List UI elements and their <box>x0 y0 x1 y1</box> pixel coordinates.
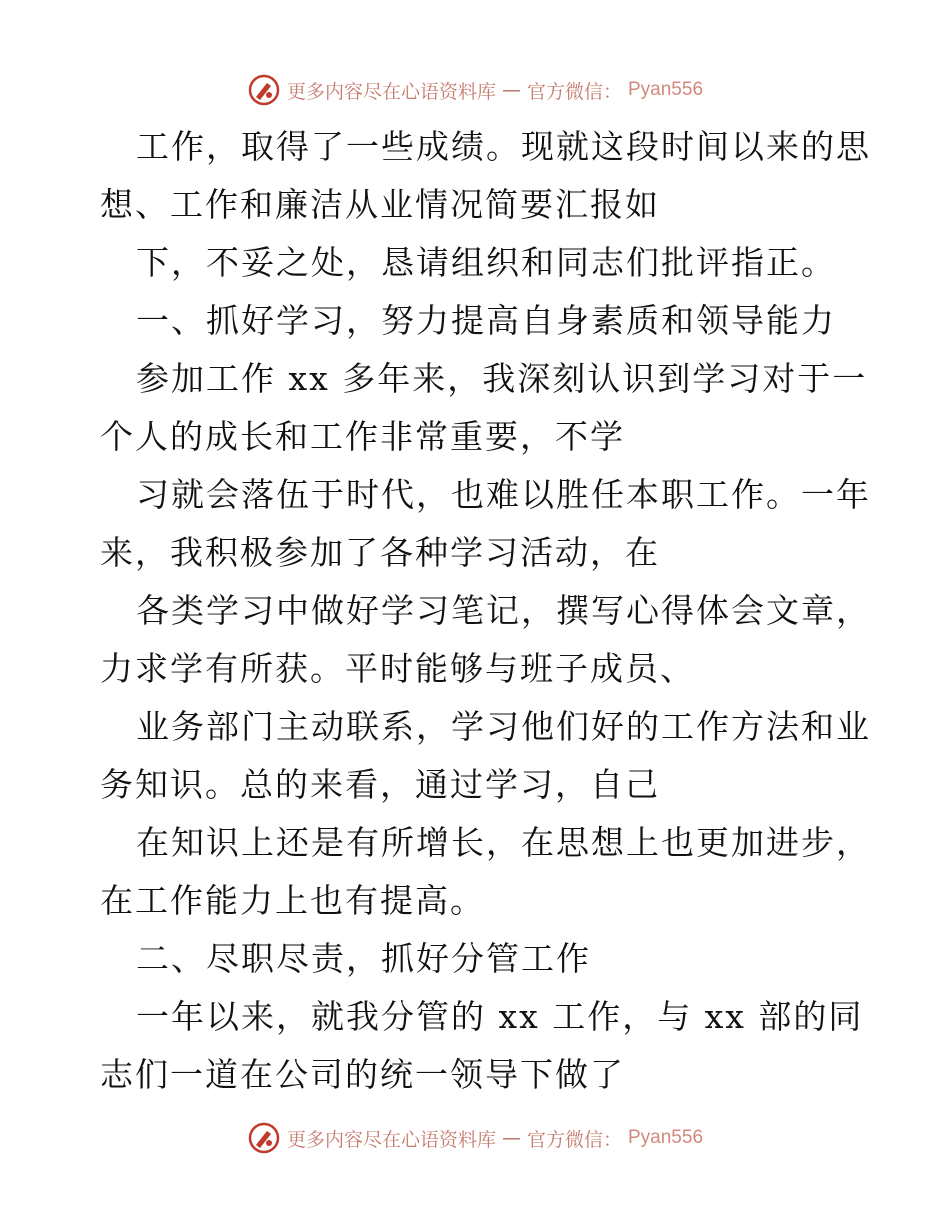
watermark-wechat-label: 官方微信： <box>526 80 622 103</box>
brand-logo-icon <box>247 1121 281 1155</box>
body-line: 志们一道在公司的统一领导下做了 <box>100 1055 625 1094</box>
watermark-text: 更多内容尽在心语资料库 <box>286 1128 496 1151</box>
watermark-dash: — <box>501 1127 521 1149</box>
watermark-dash: — <box>501 79 521 101</box>
brand-logo-icon <box>247 73 281 107</box>
body-line: 下，不妥之处，恳请组织和同志们批评指正。 <box>136 243 836 282</box>
watermark-wechat-id: Pyan556 <box>628 1127 704 1148</box>
watermark-header <box>0 70 950 110</box>
watermark-wechat-id: Pyan556 <box>628 79 704 100</box>
document-body <box>100 118 871 1104</box>
body-line: 各类学习中做好学习笔记，撰写心得体会文章， <box>136 591 871 630</box>
body-line: 参加工作 xx 多年来，我深刻认识到学习对于一 <box>136 359 868 398</box>
body-line: 工作，取得了一些成绩。现就这段时间以来的思 <box>136 127 871 166</box>
body-line: 一年以来，就我分管的 xx 工作，与 xx 部的同 <box>136 997 864 1036</box>
body-line: 来，我积极参加了各种学习活动，在 <box>100 533 660 572</box>
watermark-footer <box>0 1118 950 1158</box>
watermark-text: 更多内容尽在心语资料库 <box>286 80 496 103</box>
body-line: 想、工作和廉洁从业情况简要汇报如 <box>100 185 660 224</box>
section-heading: 一、抓好学习，努力提高自身素质和领导能力 <box>136 301 836 340</box>
body-line: 个人的成长和工作非常重要，不学 <box>100 417 625 456</box>
section-heading: 二、尽职尽责，抓好分管工作 <box>136 939 591 978</box>
body-line: 务知识。总的来看，通过学习，自己 <box>100 765 660 804</box>
body-line: 力求学有所获。平时能够与班子成员、 <box>100 649 695 688</box>
body-line: 在工作能力上也有提高。 <box>100 881 485 920</box>
body-line: 业务部门主动联系，学习他们好的工作方法和业 <box>136 707 871 746</box>
watermark-wechat-label: 官方微信： <box>526 1128 622 1151</box>
body-line: 在知识上还是有所增长，在思想上也更加进步， <box>136 823 871 862</box>
body-line: 习就会落伍于时代，也难以胜任本职工作。一年 <box>136 475 871 514</box>
